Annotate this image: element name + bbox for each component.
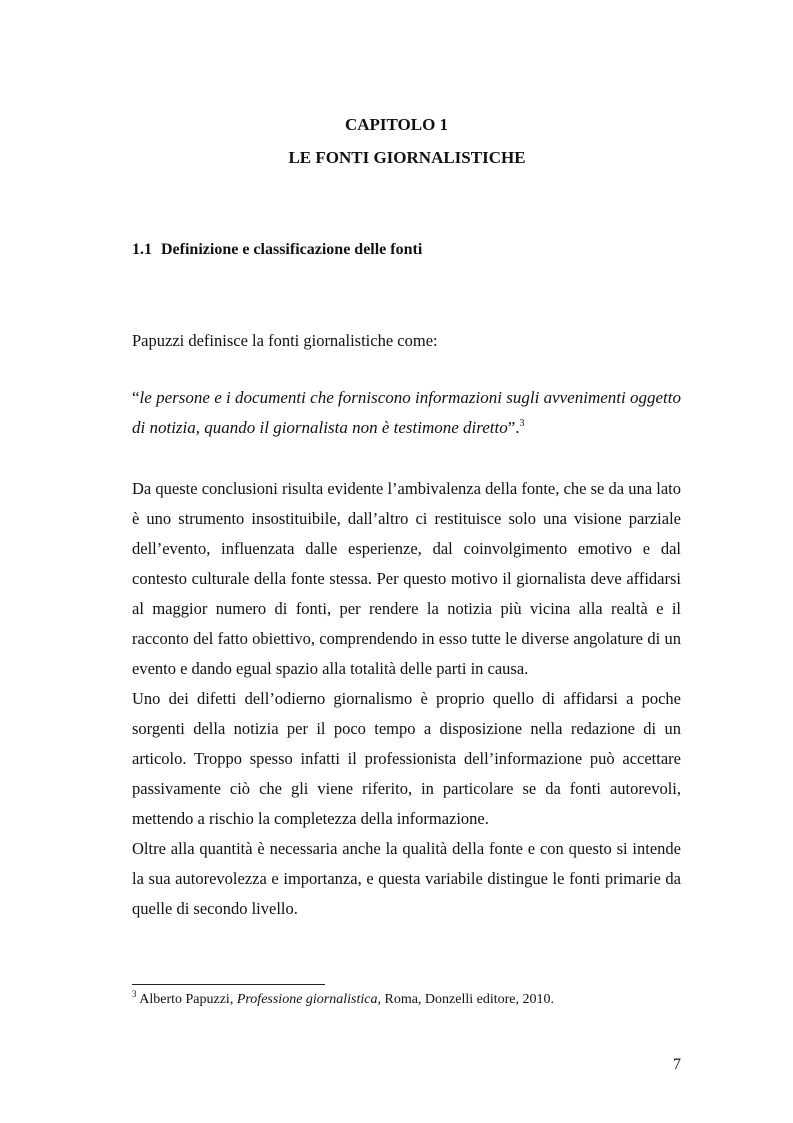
- quote-open-mark: “: [132, 388, 140, 407]
- section-heading: [132, 240, 422, 260]
- footnote: [132, 990, 554, 1010]
- footnote-number: 3: [132, 989, 137, 999]
- body-text: [132, 474, 681, 924]
- footnote-divider: [132, 984, 325, 985]
- page-number: 7: [673, 1056, 681, 1073]
- chapter-title: LE FONTI GIORNALISTICHE: [288, 148, 526, 167]
- quote-close-mark: ”.: [507, 418, 520, 437]
- footnote-publication: , Roma, Donzelli editore, 2010.: [377, 992, 555, 1007]
- body-paragraph-2: Uno dei difetti dell’odierno giornalismo è proprio quello di affidarsi a poche sorgenti della notizia per il poco tempo a disposizione nella redazione di un articolo. Troppo spesso infatti il professionista dell’informazione può accettare passivamente ciò che gli viene riferito, in particolare se da fonti autorevoli, mettendo a rischio la completezza della informazione.: [132, 689, 681, 828]
- section-number: 1.1: [132, 241, 152, 258]
- section-title: Definizione e classificazione delle fonti: [161, 241, 423, 258]
- body-paragraph-3: Oltre alla quantità è necessaria anche la qualità della fonte e con questo si intende la sua autorevolezza e importanza, e questa variabile distingue le fonti primarie da quelle di secondo livello.: [132, 839, 681, 918]
- footnote-book-title: Professione giornalistica: [236, 992, 378, 1007]
- chapter-label: CAPITOLO 1: [344, 115, 449, 134]
- footnote-reference: 3: [519, 418, 525, 429]
- quote-text: le persone e i documenti che forniscono informazioni sugli avvenimenti oggetto di notizia, quando il giornalista non è testimone diretto: [132, 388, 681, 437]
- body-paragraph-1: Da queste conclusioni risulta evidente l’ambivalenza della fonte, che se da una lato è uno strumento insostituibile, dall’altro ci restituisce solo una visione parziale dell’evento, influenzata dalle esperienze, dal coinvolgimento emotivo e dal contesto culturale della fonte stessa. Per questo motivo il giornalista deve affidarsi al maggior numero di fonti, per rendere la notizia più vicina alla realtà e il racconto del fatto obiettivo, comprendendo in esso tutte le diverse angolature di un evento e dando egual spazio alla totalità delle parti in causa.: [132, 479, 681, 678]
- footnote-author: Alberto Papuzzi,: [139, 992, 237, 1007]
- intro-paragraph: Papuzzi definisce la fonti giornalistiche come:: [132, 331, 438, 350]
- quote-paragraph: [132, 383, 681, 443]
